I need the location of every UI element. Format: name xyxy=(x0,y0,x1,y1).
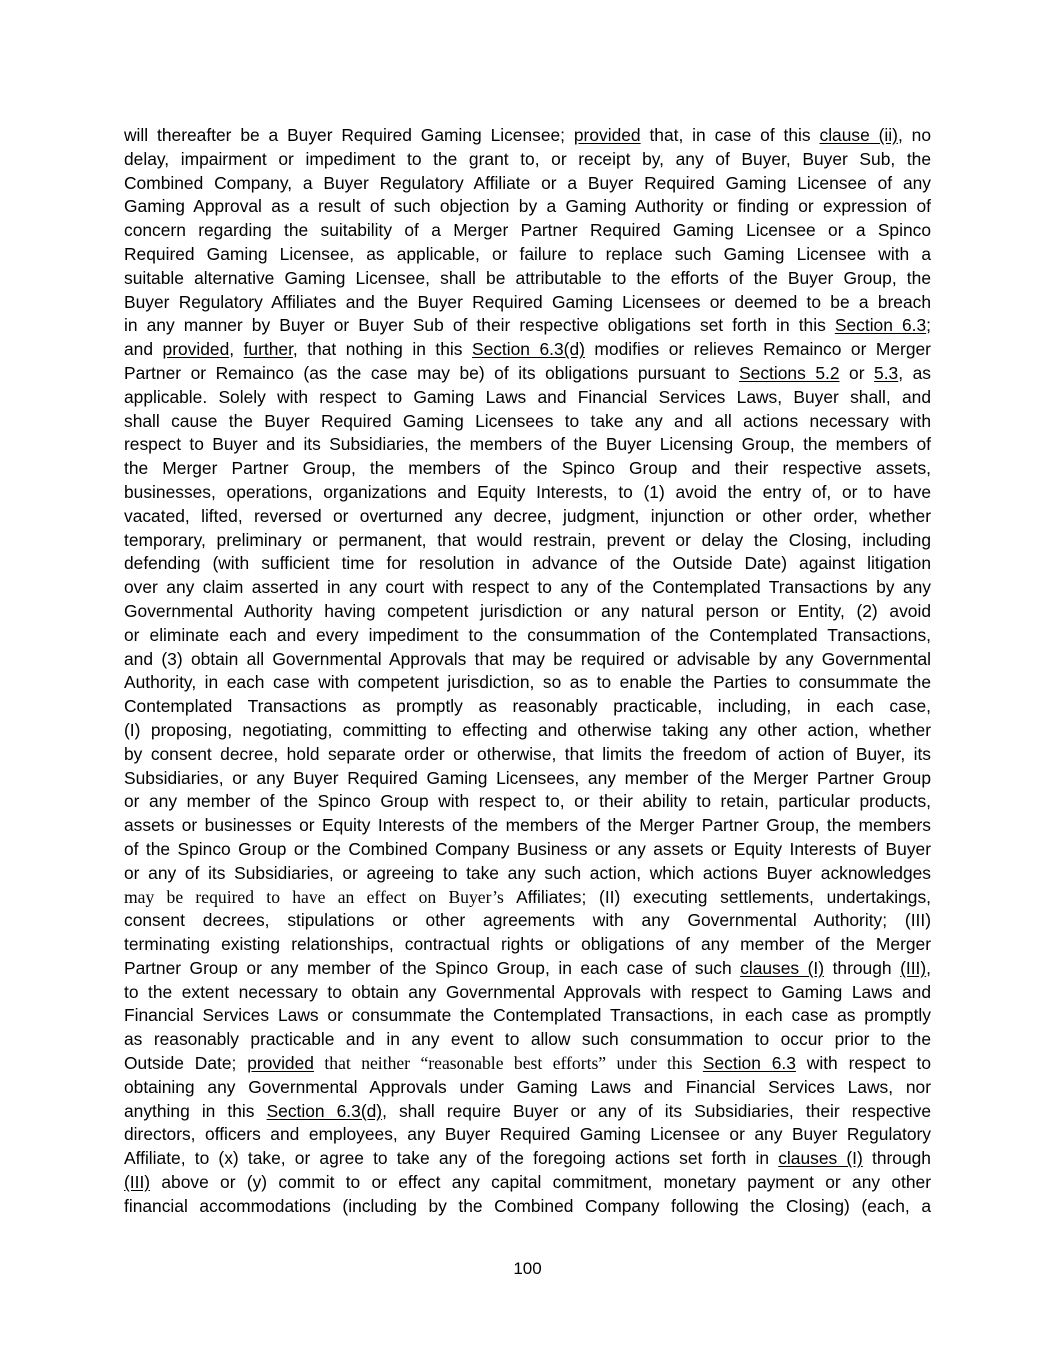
text-line xyxy=(124,124,931,148)
text-line xyxy=(124,267,931,291)
cross-reference: clause (ii) xyxy=(819,125,898,145)
text-run: of the Spinco Group or the Combined Company Business or any assets or Equity Interests of Buyer xyxy=(124,838,931,859)
cross-reference: clauses (I) xyxy=(778,1148,863,1169)
text-run: Affiliates; (II) executing settlements, undertakings, xyxy=(516,886,931,907)
text-line xyxy=(124,338,931,362)
cross-reference: clauses (I) xyxy=(740,957,825,978)
text-run: , no xyxy=(897,125,931,145)
text-run: applicable. Solely with respect to Gaming Laws and Financial Services Laws, Buyer shall, and xyxy=(124,386,931,407)
text-line xyxy=(124,790,931,814)
text-line xyxy=(124,1123,931,1147)
text-run: Required Gaming Licensee, as applicable, or failure to replace such Gaming Licensee with a xyxy=(124,243,931,264)
text-line xyxy=(124,1076,931,1100)
body-paragraph xyxy=(124,124,931,1219)
text-run: or any of its Subsidiaries, or agreeing to take any such action, which actions Buyer acknowledges xyxy=(124,862,931,883)
text-run: Partner Group or any member of the Spinco Group, in each case of such xyxy=(124,957,741,978)
text-line xyxy=(124,648,931,672)
text-run: anything in this xyxy=(124,1100,267,1121)
text-line xyxy=(124,386,931,410)
text-line xyxy=(124,552,931,576)
text-run: modifies or relieves Remainco or Merger xyxy=(584,339,931,360)
cross-reference: (III) xyxy=(124,1172,151,1193)
text-run: may be required to have an effect on Buyer’s xyxy=(124,886,517,907)
text-line xyxy=(124,767,931,791)
text-run: , xyxy=(229,339,244,360)
text-line xyxy=(124,1195,931,1219)
text-line xyxy=(124,481,931,505)
text-run: (I) proposing, negotiating, committing to effecting and otherwise taking any other action, whether xyxy=(124,719,931,740)
text-run: Partner or Remainco (as the case may be) of its obligations pursuant to xyxy=(124,362,740,383)
cross-reference: provided xyxy=(573,125,641,145)
text-run: Financial Services Laws or consummate the Contemplated Transactions, in each case as promptly xyxy=(124,1005,931,1026)
text-run: through xyxy=(824,957,901,978)
text-run: concern regarding the suitability of a Merger Partner Required Gaming Licensee or a Spinco xyxy=(124,220,931,241)
text-run: that, in case of this xyxy=(640,125,820,145)
text-run: , as xyxy=(898,362,931,383)
text-line xyxy=(124,291,931,315)
text-line xyxy=(124,1100,931,1124)
text-run: Outside Date; xyxy=(124,1053,248,1074)
text-line xyxy=(124,219,931,243)
text-run: with respect to xyxy=(795,1053,931,1074)
text-run: Buyer Regulatory Affiliates and the Buyer Required Gaming Licensees or deemed to be a breach xyxy=(124,291,931,312)
text-line xyxy=(124,957,931,981)
text-run: or eliminate each and every impediment to the consummation of the Contemplated Transactions, xyxy=(124,624,931,645)
text-run: businesses, operations, organizations and Equity Interests, to (1) avoid the entry of, or to have xyxy=(124,481,931,502)
text-run: in any manner by Buyer or Buyer Sub of their respective obligations set forth in this xyxy=(124,315,835,336)
cross-reference: provided xyxy=(247,1053,314,1074)
text-run: consent decrees, stipulations or other agreements with any Governmental Authority; (III) xyxy=(124,910,931,931)
text-run: vacated, lifted, reversed or overturned any decree, judgment, injunction or other order, whether xyxy=(124,505,931,526)
text-line xyxy=(124,624,931,648)
text-run: assets or businesses or Equity Interests of the members of the Merger Partner Group, the members xyxy=(124,815,931,836)
text-run: or any member of the Spinco Group with respect to, or their ability to retain, particular products, xyxy=(124,791,931,812)
text-run: , shall require Buyer or any of its Subsidiaries, their respective xyxy=(382,1100,931,1121)
text-run: Affiliate, to (x) take, or agree to take any of the foregoing actions set forth in xyxy=(124,1148,779,1169)
text-run: by consent decree, hold separate order or otherwise, that limits the freedom of action of Buyer, its xyxy=(124,743,931,764)
text-line xyxy=(124,1052,931,1076)
text-run: respect to Buyer and its Subsidiaries, the members of the Buyer Licensing Group, the members of xyxy=(124,434,931,455)
text-line xyxy=(124,909,931,933)
text-run: Governmental Authority having competent jurisdiction or any natural person or Entity, (2) avoid xyxy=(124,600,931,621)
text-run: or xyxy=(839,362,875,383)
text-run: ; xyxy=(926,315,932,336)
text-run: suitable alternative Gaming Licensee, shall be attributable to the efforts of the Buyer Group, the xyxy=(124,267,931,288)
text-run: delay, impairment or impediment to the grant to, or receipt by, any of Buyer, Buyer Sub, the xyxy=(124,148,931,169)
text-line xyxy=(124,886,931,910)
text-run: obtaining any Governmental Approvals under Gaming Laws and Financial Services Laws, nor xyxy=(124,1076,931,1097)
text-line xyxy=(124,576,931,600)
text-line xyxy=(124,1028,931,1052)
text-line xyxy=(124,410,931,434)
cross-reference: provided xyxy=(162,339,230,360)
text-run: Contemplated Transactions as promptly as reasonably practicable, including, in each case, xyxy=(124,696,931,717)
text-line xyxy=(124,981,931,1005)
text-line xyxy=(124,529,931,553)
text-run: , that nothing in this xyxy=(292,339,472,360)
cross-reference: Section 6.3(d) xyxy=(266,1100,383,1121)
text-line xyxy=(124,243,931,267)
page-number: 100 xyxy=(513,1259,542,1278)
text-line xyxy=(124,457,931,481)
text-line xyxy=(124,195,931,219)
cross-reference: Section 6.3 xyxy=(834,315,927,336)
text-run: shall cause the Buyer Required Gaming Licensees to take any and all actions necessary with xyxy=(124,410,931,431)
text-line xyxy=(124,1004,931,1028)
text-line xyxy=(124,1147,931,1171)
text-line xyxy=(124,933,931,957)
cross-reference: 5.3 xyxy=(874,362,899,383)
text-run: directors, officers and employees, any Buyer Required Gaming Licensee or any Buyer Regulatory xyxy=(124,1124,931,1145)
text-run: and xyxy=(124,339,163,360)
cross-reference: Section 6.3 xyxy=(702,1053,796,1074)
cross-reference: further xyxy=(243,339,293,360)
text-run: and (3) obtain all Governmental Approvals that may be required or advisable by any Governmental xyxy=(124,648,931,669)
text-run: Gaming Approval as a result of such objection by a Gaming Authority or finding or expression of xyxy=(124,196,931,217)
text-line xyxy=(124,862,931,886)
text-line xyxy=(124,695,931,719)
text-line xyxy=(124,814,931,838)
text-run: that neither “reasonable best efforts” under this xyxy=(313,1053,703,1074)
text-run: to the extent necessary to obtain any Governmental Approvals with respect to Gaming Laws and xyxy=(124,981,931,1002)
text-run: the Merger Partner Group, the members of the Spinco Group and their respective assets, xyxy=(124,458,931,479)
text-run: will thereafter be a Buyer Required Gaming Licensee; xyxy=(124,125,574,145)
text-run: Combined Company, a Buyer Regulatory Affiliate or a Buyer Required Gaming Licensee of any xyxy=(124,172,931,193)
text-run: above or (y) commit to or effect any capital commitment, monetary payment or any other xyxy=(150,1172,931,1193)
text-run: defending (with sufficient time for resolution in advance of the Outside Date) against litigation xyxy=(124,553,931,574)
text-line xyxy=(124,838,931,862)
text-run: through xyxy=(862,1148,931,1169)
text-line xyxy=(124,505,931,529)
text-run: , xyxy=(926,957,931,978)
text-run: terminating existing relationships, contractual rights or obligations of any member of the Merger xyxy=(124,934,931,955)
text-line xyxy=(124,433,931,457)
text-line xyxy=(124,600,931,624)
text-line xyxy=(124,362,931,386)
text-run: financial accommodations (including by the Combined Company following the Closing) (each, a xyxy=(124,1195,931,1216)
text-run: over any claim asserted in any court with respect to any of the Contemplated Transactions by any xyxy=(124,577,931,598)
text-line xyxy=(124,314,931,338)
cross-reference: Sections 5.2 xyxy=(739,362,840,383)
text-run: Authority, in each case with competent jurisdiction, so as to enable the Parties to consummate the xyxy=(124,672,931,693)
cross-reference: Section 6.3(d) xyxy=(471,339,585,360)
text-line xyxy=(124,1171,931,1195)
cross-reference: (III) xyxy=(900,957,927,978)
text-line xyxy=(124,719,931,743)
text-run: Subsidiaries, or any Buyer Required Gaming Licensees, any member of the Merger Partner Group xyxy=(124,767,931,788)
text-run: as reasonably practicable and in any event to allow such consummation to occur prior to the xyxy=(124,1029,931,1050)
text-run: temporary, preliminary or permanent, that would restrain, prevent or delay the Closing, including xyxy=(124,529,931,550)
text-line xyxy=(124,671,931,695)
text-line xyxy=(124,743,931,767)
text-line xyxy=(124,148,931,172)
text-line xyxy=(124,172,931,196)
